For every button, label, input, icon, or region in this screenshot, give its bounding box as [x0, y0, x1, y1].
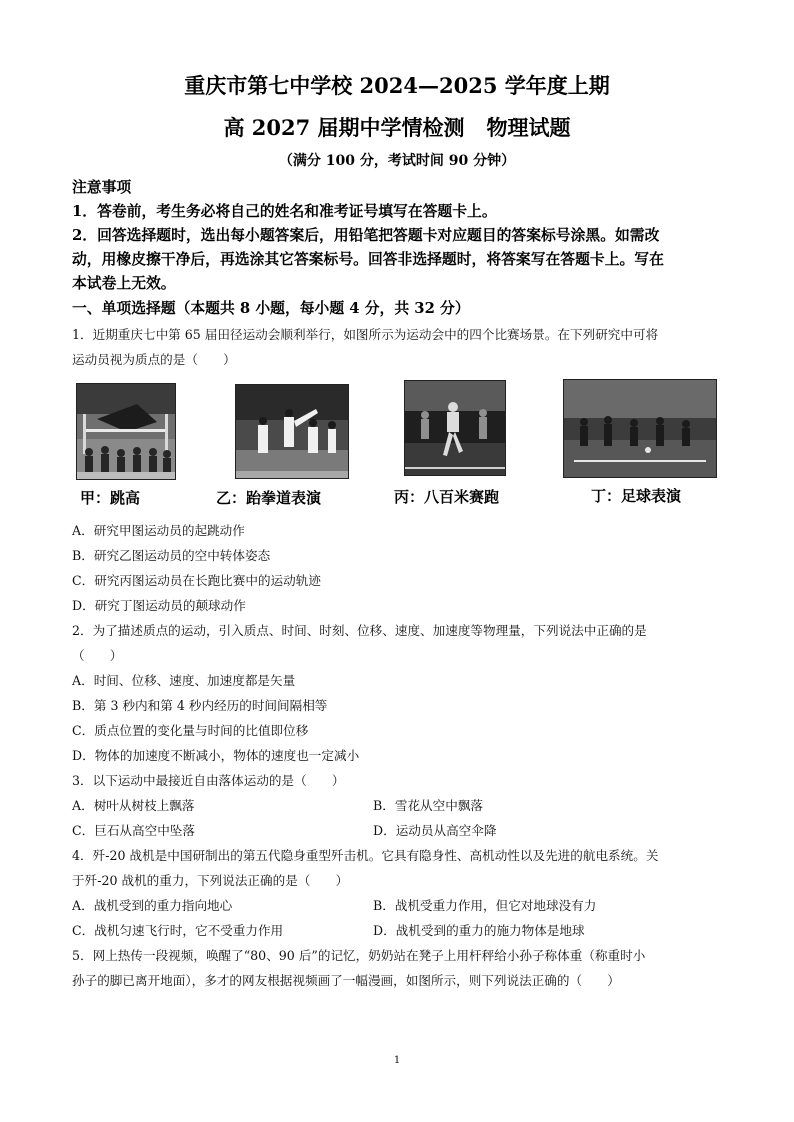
subject-name: 物理试题 [486, 115, 571, 140]
q4-option-d: D．战机受到的重力的施力物体是地球 [373, 923, 585, 938]
q3-stem: 3．以下运动中最接近自由落体运动的是（ ） [72, 773, 345, 788]
q5-stem-line-1: 5．网上热传一段视频，唤醒了“80、90 后”的记忆，奶奶站在凳子上用杆秤给小孙子称体重（称重时小 [72, 948, 646, 963]
exam-title [0, 112, 794, 142]
high-jump-image [77, 384, 175, 479]
q4-stem-line-1: 4．歼-20 战机是中国研制出的第五代隐身重型歼击机。它具有隐身性、高机动性以及先进的航电系统。关 [72, 848, 659, 863]
taekwondo-image [236, 385, 348, 478]
q2-option-c: C．质点位置的变化量与时间的比值即位移 [72, 723, 309, 738]
section-heading: 一、单项选择题（本题共 8 小题，每小题 4 分，共 32 分） [72, 300, 470, 317]
q4-option-c: C．战机匀速飞行时，它不受重力作用 [72, 923, 284, 938]
photo-taekwondo [235, 384, 349, 479]
page-number: 1 [393, 1055, 401, 1066]
q1-option-d: D．研究丁图运动员的颠球动作 [72, 598, 246, 613]
caption-soccer-show: 丁：足球表演 [591, 487, 682, 505]
q4-option-b: B．战机受重力作用，但它对地球没有力 [373, 898, 597, 913]
caption-taekwondo: 乙：跆拳道表演 [216, 489, 322, 507]
notes-item-2-line-1: 2．回答选择题时，选出每小题答案后，用铅笔把答题卡对应题目的答案标号涂黑。如需改 [72, 227, 660, 244]
caption-800m-race: 丙：八百米赛跑 [394, 488, 500, 506]
q5-stem-line-2: 孙子的脚已离开地面），多才的网友根据视频画了一幅漫画，如图所示，则下列说法正确的（ ） [72, 973, 620, 988]
notes-heading: 注意事项 [72, 179, 132, 196]
q4-option-a: A．战机受到的重力指向地心 [72, 898, 233, 913]
q3-option-b: B．雪花从空中飘落 [373, 798, 484, 813]
q3-option-a: A．树叶从树枝上飘落 [72, 798, 195, 813]
school-title: 重庆市第七中学校 2024—2025 学年度上期 [184, 73, 610, 98]
q2-option-a: A．时间、位移、速度、加速度都是矢量 [72, 673, 296, 688]
q2-stem-line-2: （ ） [72, 648, 123, 663]
notes-item-2-line-3: 本试卷上无效。 [72, 275, 176, 292]
q1-stem-line-2: 运动员视为质点的是（ ） [72, 352, 236, 367]
q2-option-b: B．第 3 秒内和第 4 秒内经历的时间间隔相等 [72, 698, 328, 713]
photo-800m-race [404, 380, 506, 476]
q1-option-c: C．研究丙图运动员在长跑比赛中的运动轨迹 [72, 573, 321, 588]
exam-subtitle: （满分 100 分，考试时间 90 分钟） [278, 153, 516, 169]
soccer-image [564, 380, 716, 477]
q1-option-b: B．研究乙图运动员的空中转体姿态 [72, 548, 271, 563]
q2-stem-line-1: 2．为了描述质点的运动，引入质点、时间、时刻、位移、速度、加速度等物理量，下列说法中正确的是 [72, 623, 647, 638]
q1-stem-line-1: 1．近期重庆七中第 65 届田径运动会顺利举行，如图所示为运动会中的四个比赛场景。在下列研究中可将 [72, 327, 659, 342]
q3-option-c: C．巨石从高空中坠落 [72, 823, 195, 838]
exam-name: 高 2027 届期中学情检测 [223, 115, 465, 140]
q2-option-d: D．物体的加速度不断减小，物体的速度也一定减小 [72, 748, 360, 763]
q3-option-d: D．运动员从高空伞降 [373, 823, 497, 838]
photo-high-jump [76, 383, 176, 480]
q1-option-a: A．研究甲图运动员的起跳动作 [72, 523, 245, 538]
race-image [405, 381, 505, 475]
notes-item-1: 1．答卷前，考生务必将自己的姓名和准考证号填写在答题卡上。 [72, 203, 497, 220]
q4-stem-line-2: 于歼-20 战机的重力，下列说法正确的是（ ） [72, 873, 349, 888]
caption-high-jump: 甲：跳高 [80, 489, 141, 507]
notes-item-2-line-2: 动，用橡皮擦干净后，再选涂其它答案标号。回答非选择题时，将答案写在答题卡上。写在 [72, 251, 664, 268]
photo-soccer-show [563, 379, 717, 478]
